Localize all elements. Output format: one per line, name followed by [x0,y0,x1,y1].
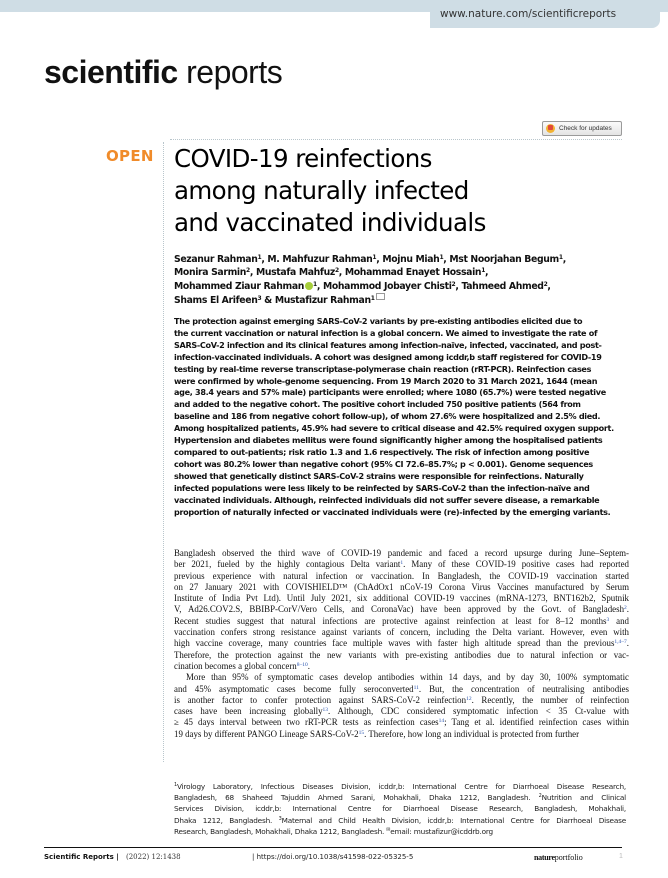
author-name[interactable]: Mojnu Miah [382,254,440,265]
reference-link[interactable]: 1,4–7 [614,639,627,646]
journal-url[interactable]: www.nature.com/scientificreports [430,0,660,28]
footer-doi-link[interactable]: | https://doi.org/10.1038/s41598-022-05325-5 [252,853,414,861]
abstract-line: infected populations were less likely to be reinfected by SARS-CoV-2 than the infection-naïve and [174,482,590,493]
affiliation-line [174,803,626,814]
nature-portfolio-logo [534,853,583,862]
brand-bold: nature [534,853,555,862]
body-line [174,729,629,740]
body-line [174,559,629,570]
body-text-span: vaccination confers strong resistance against variants of concern, including the Delta variant. However, even with [174,627,629,638]
affiliation-marker: 3 [257,294,262,302]
body-line [174,571,629,582]
body-text-span: ≥ 45 days interval between two rRT-PCR tests as reinfection cases [174,717,439,728]
abstract-line: SARS-CoV-2 infection and its clinical features among infection-naïve, infected, vaccinated, and post- [174,339,602,350]
body-text-span: ber 2021, fueled by the highly contagious Delta variant [174,559,401,570]
abstract-line: were confirmed by whole-genome sequencing. From 19 March 2020 to 31 March 2021, 1644 (mean [174,375,598,386]
reference-link[interactable]: 11 [413,684,419,691]
body-line [174,684,629,695]
reference-link[interactable]: 12 [466,695,472,702]
check-for-updates-button[interactable] [542,121,622,136]
body-line [174,706,629,717]
author-name[interactable]: Mohammad Enayet Hossain [344,267,482,279]
body-text-span: on 27 January 2021 with COVISHIELD™ (ChAdOx1 nCoV-19 Corona Virus Vaccines manufactured by Serum [174,581,629,592]
abstract-line: proportion of naturally infected or vaccinated individuals were (re)-infected by the emerging variants. [174,506,611,517]
email-icon[interactable] [376,293,385,300]
body-text-span: high vaccine coverage, many countries face multiple waves with faster high altitude spread than the previous [174,638,615,649]
affiliation-text: Services Division, icddr,b: International Centre for Diarrhoeal Disease Research, Bangladesh, Mohakhali, [174,804,626,814]
body-text-span: and [609,615,629,626]
abstract-line: showed that genetically distinct SARS-CoV-2 strains were responsible for reinfections. Naturally [174,470,584,481]
body-line [174,582,629,593]
body-text-span: . [626,604,629,615]
affiliation-marker: 1 [313,280,317,288]
affiliation-marker: 1 [257,254,262,261]
dotted-divider-vertical [163,142,164,762]
page-number: 1 [619,853,623,860]
body-text-span: . Although, CDC considered symptomatic infection < 35 Ct-value with [328,706,629,717]
body-text-span: More than 95% of symptomatic cases develop antibodies within 14 days, and by day 30, 100% symptomatic [186,672,629,683]
affiliation-line [174,815,626,826]
affiliation-marker: 1 [439,254,444,261]
brand-light: portfolio [554,853,583,862]
abstract-line: Hypertension and diabetes mellitus were found significantly higher among the hospitalised patients [174,435,603,446]
author-name[interactable]: Monira Sarmin [174,267,247,279]
body-text-span: Therefore, the protection against the new variants with pre-existing antibodies due to natural infection or vac- [174,649,629,660]
orcid-icon[interactable] [305,282,313,290]
abstract-line: age, 38.4 years and 57% male) participants were enrolled; where 1080 (65.7%) were tested negative [174,387,606,398]
affiliation-line [174,792,626,803]
title-line: COVID-19 reinfections [174,144,432,173]
affiliation-text: Bangladesh, 68 Shaheed Tajuddin Ahmed Sarani, Mohakhali, Dhaka 1212, Bangladesh. [174,793,539,803]
body-line [174,616,629,627]
affiliation-marker: 2 [334,267,339,275]
body-text-span: is another factor to confer protection against SARS-CoV-2 reinfection [174,694,467,705]
abstract-line: The protection against emerging SARS-CoV-2 variants by pre-existing antibodies elicited due to [174,316,583,326]
affiliation-text: Nutrition and Clinical [541,793,626,803]
affiliation-text: Maternal and Child Health Division, icddr,b: International Centre for Diarrhoeal Disease [281,815,626,825]
body-text-span: V, Ad26.COV2.S, BBIBP-CorV/Vero Cells, and CoronaVac) have been approved by the Govt. of Bangladesh [174,604,625,615]
affiliation-marker: 1 [372,254,377,261]
author-name[interactable]: Mst Noorjahan Begum [449,254,559,265]
abstract-line: the current vaccination or natural infection is a global concern. We aimed to investigate the rate of [174,327,598,338]
abstract-line: infection-vaccinated individuals. A cohort was designed among icddr,b staff registered for COVID-19 [174,351,602,362]
abstract-line: compared to out-patients; risk ratio 1.3 and 1.6 respectively. The risk of infection among positive [174,446,590,457]
affiliation-marker: 2 [543,280,548,288]
abstract [174,316,626,518]
author-name[interactable]: Mustafizur Rahman [274,294,371,306]
affiliation-number: 2 [538,793,542,800]
body-line [174,672,629,683]
reference-link[interactable]: 14 [438,718,445,725]
author-list: Sezanur Rahman$^1$, M. Mahfuzur Rahman$^1$, Mojnu Miah$^1$, Mst Noorjahan Begum$^1$, Monira Sarmin$^2$, Mustafa Mahfuz$^2$, Mohammad Enayet Hossain$^1$, Mohammed Ziaur Rahman $^1$, Mohammod Jobayer Chisti$^2$, Tahmeed Ahmed$^2$, Shams El Arifeen$^3$ & Mustafizur Rahman$^1$ [174,254,566,306]
abstract-line: and added to the negative cohort. The positive cohort included 750 positive patients (564 from [174,399,581,410]
body-line [174,604,629,615]
email-icon: ✉ [386,826,391,833]
author-name[interactable]: M. Mahfuzur Rahman [267,254,373,265]
author-name[interactable]: Mohammod Jobayer Chisti [322,280,452,292]
body-text-span: and 45% asymptomatic cases become fully seroconverted [174,683,414,694]
body-text-span: cases have been increasing globally [174,706,323,717]
check-for-updates-label: Check for updates [559,125,612,132]
title-line: and vaccinated individuals [174,208,486,237]
open-access-badge: OPEN [106,147,154,165]
affiliation-marker: 1 [481,267,486,275]
affiliation-text: Dhaka 1212, Bangladesh. [174,815,279,825]
footer-rule [44,847,622,848]
affiliations [174,781,626,837]
affiliation-line [174,781,626,792]
affiliation-text: Virology Laboratory, Infectious Diseases Division, icddr,b: International Centre for Diarrhoeal Disease Research, [176,782,626,791]
author-name[interactable]: Tahmeed Ahmed [461,280,544,292]
footer-journal: Scientific Reports | [44,853,119,861]
body-line [174,638,629,649]
body-line [174,627,629,638]
abstract-line: vaccinated individuals. Although, reinfected individuals did not suffer severe disease, a remarkable [174,494,600,505]
body-text-span: previous experience with natural infection or vaccination. In Bangladesh, the COVID-19 vaccination started [174,570,629,581]
abstract-line: testing by real-time reverse transcriptase-polymerase chain reaction (rRT-PCR). Reinfection cases [174,363,592,374]
reference-link[interactable]: 13 [322,707,329,714]
body-line [174,695,629,706]
body-text-span: 19 days by different PANGO Lineage SARS-CoV-2 [174,728,359,739]
article-title [174,143,486,239]
body-line [174,650,629,661]
author-name[interactable]: Sezanur Rahman [174,254,258,265]
logo-bold: scientific [44,54,178,90]
body-text-span: ; Tang et al. identified reinfection cases within [444,717,629,728]
affiliation-marker: 1 [558,254,563,261]
journal-logo [44,54,282,91]
body-text-span: . [626,638,629,649]
reference-link[interactable]: 1 [400,560,404,567]
reference-link[interactable]: 15 [358,729,365,736]
reference-link[interactable]: 8–10 [296,661,308,668]
affiliation-number: 1 [174,782,177,788]
affiliation-text: Research, Bangladesh, Mohakhali, Dhaka 1212, Bangladesh. [174,826,387,836]
body-text-span: Bangladesh observed the third wave of COVID-19 pandemic and faced a record upsurge during June–Septem- [174,548,629,558]
affiliation-marker: 1 [370,294,375,302]
body-line [174,717,629,728]
abstract-line: cohort was 80.2% lower than negative cohort (95% CI 72.6–85.7%; p < 0.001). Genome sequences [174,458,593,469]
author-name[interactable]: Mustafa Mahfuz [255,267,335,279]
author-name[interactable]: Mohammed Ziaur Rahman [174,280,305,292]
body-text [174,548,629,740]
body-text-span: . But, the concentration of neutralising antibodies [418,683,629,694]
reference-link[interactable]: 2 [624,605,627,612]
affiliation-text: email: mustafizur@icddrb.org [390,826,493,836]
body-text-span: . Therefore, how long an individual is protected from further [364,728,580,739]
crossmark-icon [546,124,555,133]
affiliation-number: 3 [278,815,282,822]
affiliation-line [174,826,626,837]
reference-link[interactable]: 3 [606,616,610,623]
affiliation-marker: 2 [451,280,456,288]
author-name[interactable]: Shams El Arifeen [174,294,258,306]
body-text-span: . [307,660,310,671]
body-line [174,548,629,559]
abstract-line: Among hospitalized patients, 45.9% had severe to critical disease and 42.5% required oxygen support. [174,423,614,434]
logo-light: reports [177,54,283,90]
body-text-span: Institute of India Pvt Ltd). Until July 2021, six additional COVID-19 vaccines (mRNA-1273, BNT162b2, Sputnik [174,593,629,604]
body-text-span: cination becomes a global concern [174,660,297,671]
body-text-span: . Recently, the number of reinfection [471,694,630,705]
affiliation-marker: 2 [246,267,250,275]
abstract-line: baseline and 186 from negative cohort follow-up), of whom 27.6% were hospitalized and 2.5% died. [174,411,601,422]
dotted-divider-horizontal [170,139,622,140]
body-line [174,661,629,672]
footer-volume: (2022) 12:1438 [126,853,181,861]
title-line: among naturally infected [174,176,469,205]
body-text-span: . Many of these COVID-19 positive cases had reported [403,559,629,570]
body-line [174,593,629,604]
body-text-span: Recent studies suggest that natural infections are protective against reinfection at least for 8–12 months [174,615,607,626]
